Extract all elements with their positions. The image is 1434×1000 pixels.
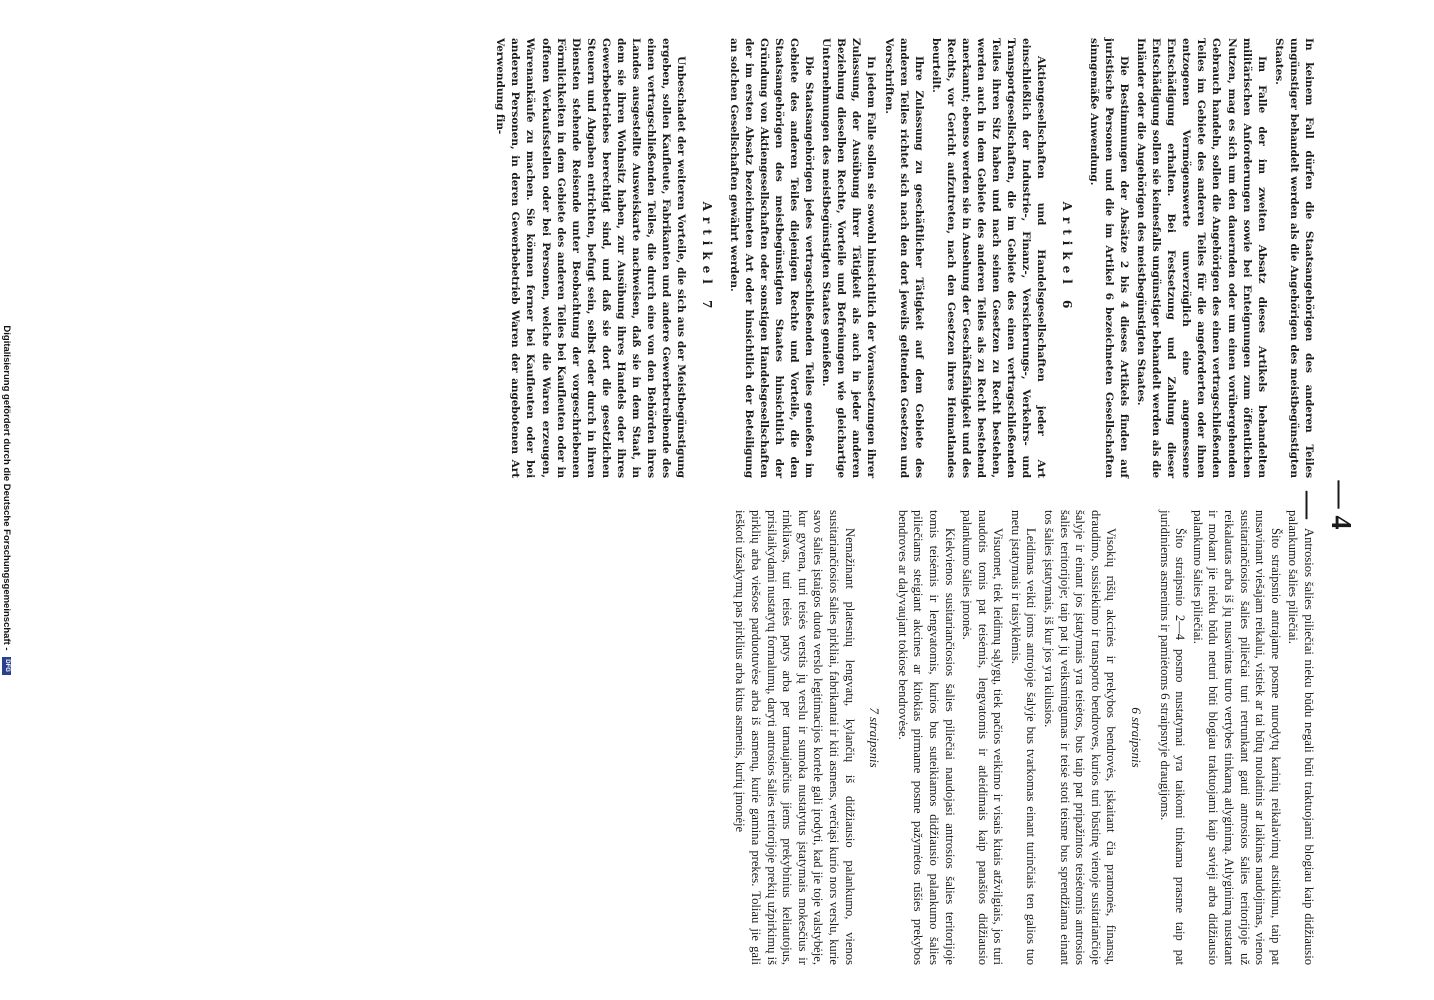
german-paragraph: Ihre Zulassung zu geschäftlicher Tätigkeit auf dem Gebiete des anderen Teiles richtet sich nach den dort jeweils geltenden Gesetzen und Vorschriften.: [882, 38, 925, 478]
german-paragraph: Die Staatsangehörigen jedes vertragschließenden Teiles genießen im Gebiete des anderen Teiles diejenigen Rechte und Vorteile, die den Staatsangehörigen des meistbegünstigten Staates hinsichtlich der Gründung von Aktiengesellschaften oder sonstigen Handelsgesellschaften der im ersten Absatz bezeichneten Art oder hinsichtlich der Beteiligung an solchen Gesellschaften gewährt werden.: [727, 38, 816, 478]
lithuanian-paragraph: Visokių rūšių akcinės ir prekybos bendrovės, įskaitant čia pramonės, finansų, draudimo, susisiekimo ir transporto bendroves, kurios turi būstinę vienoje susitariančioje šalyje ir einant jos įstatymais yra teisėtos, bus taip pat pripažintos teisėtomis antrosios šalies teritorijoje; taip pat jų veiksmingumas ir teisė stoti teisme bus sprendžiama einant tos šalies įstatymais, iš kur jos yra kilusios.: [1042, 510, 1119, 965]
lithuanian-column: [730, 510, 1316, 965]
lithuanian-paragraph: Visuomet, tiek leidimų sąlygų, tiek pačios veikimo ir visais kitais atžvilgiais, jos turi naudotis tomis pat teisėmis, lengvatomis ir atleidimais kaip panašios didžiausio palankumo šalies įmonės.: [960, 510, 1006, 965]
german-column: [490, 38, 1316, 478]
german-paragraph: Die Bestimmungen der Absätze 2 bis 4 dieses Artikels finden auf juristische Personen und die im Artikel 6 bezeichneten Gesellschaften sinngemäße Anwendung.: [1087, 38, 1130, 478]
german-article-6-heading: Artikel 6: [1059, 201, 1074, 315]
lithuanian-paragraph: Leidimas veikti joms antrojoje šalyje bus tvarkomas einant turinčiais ten galios tuo metu įstatymais ir taisyklėmis.: [1008, 510, 1039, 965]
lithuanian-paragraph: Šito straipsnio antrajame posme nurodytų karinių reikalavimų atsitikimu, taip pat nusavinant viešajam reikalui, vistiek ar tai būtų nuolatinis ar laikinas naudojimas, vienos susitariančiosios šalies piliečiai turi retrunkant gauti antrosios šalies teritorijoje už reikalautas arba iš jų nusavintas turto vertybes tinkamą atlyginimą. Atlyginimą nustatant ir mokant jie nieku būdu neturi būti blogiau traktuojami kaip savieji arba didžiausio palankumo šalies piliečiai.: [1190, 510, 1283, 965]
lithuanian-paragraph: Šito straipsnio 2—4 posmo nustatymai yra taikomi tinkama prasme taip pat juridiniems asmenims ir pamiėtoms 6 straipsnyje draugijoms.: [1157, 510, 1188, 965]
lithuanian-article-6-heading: 6 straipsnis: [1129, 707, 1145, 768]
german-article-7-heading: Artikel 7: [699, 201, 714, 315]
lithuanian-paragraph: Nemažinant platesnių lengvatų, kylančių iš didžiausio palankumo, vienos susitariančiosios šalies pirkliai, fabrikantai ir kiti asmens, verčiąsi kurio nors verslu, kurie savo šalies įstaigos duota verslo legitimacijos kortele gali įrodyti, kad jie toje valstybėje, kur gyvena, turi teisės verstis jų verslu ir sumoka nustatytus įstatymais mokesčius ir rinkliavas, turi teisės patys arba per tarnaujančius jiems prekybinius keliautojus, prisilaikydami nustatytų formalumų, daryti antrosios šalies teritorijoje prekių užpirkimų iš pirklių arba viešose parduotuvėse arba iš asmenų, kurie gamina prekes. Toliau jie gali ieškoti užsakymų pas pirklius arba kitus asmenis, kurių įmonėje: [733, 510, 857, 965]
german-paragraph: Im Falle der im zweiten Absatz dieses Artikels behandelten militärischen Anforderungen sowie bei Enteignungen zum öffentlichen Nutzen, mag es sich um den dauernden oder um einen vorübergehenden Gebrauch handeln, sollen die Angehörigen des einen vertragschließenden Teiles im Gebiete des anderen Teiles für die angeforderten oder ihnen entzogenen Vermögenswerte unverzüglich eine angemessene Entschädigung erhalten. Bei Festsetzung und Zahlung dieser Entschädigung sollen sie keinesfalls ungünstiger behandelt werden als die Inländer oder die Angehörigen des meistbegünstigten Staates.: [1134, 38, 1268, 478]
digitization-credit: [1, 0, 12, 1000]
page-number: — 4 —: [1293, 480, 1356, 530]
dfg-logo: DFG: [2, 657, 11, 675]
lithuanian-paragraph: Kiekvienos susitariančiosios šalies piliečiai naudojasi antrosios šalies teritorijoje tomis teisėmis ir lengvatomis, kurios bus suteikiamos didžiausio palankumo šalies piliečiams steigiant akcines ar kitokias pirmame posme pažymėtos rūšies prekybos bendroves ar dalyvaujant tokiose bendrovėse.: [895, 510, 957, 965]
lithuanian-paragraph: Antrosios šalies piliečiai nieku būdu negali būti traktuojami blogiau kaip didžiausio palankumo šalies piliečiai.: [1286, 510, 1316, 965]
german-paragraph: Unbeschadet der weiteren Vorteile, die sich aus der Meistbegünstigung ergeben, sollen Kaufleute, Fabrikanten und andere Gewerbetreibende des einen vertragschließenden Teiles, die durch eine von den Behörden ihres Landes ausgestellte Ausweiskarte nachweisen, daß sie in dem Staat, in dem sie ihren Wohnsitz haben, zur Ausübung ihres Handels oder ihres Gewerbebetriebes berechtigt sind, und daß sie dort die gesetzlichen Steuern und Abgaben entrichten, befugt sein, selbst oder durch in ihren Diensten stehende Reisende unter Beobachtung der vorgeschriebenen Förmlichkeiten in dem Gebiete des anderen Teiles bei Kaufleuten oder in offenen Verkaufsstellen oder bei Personen, welche die Waren erzeugen, Warenankäufe zu machen. Sie können ferner bei Kaufleuten oder bei anderen Personen, in deren Gewerbebetrieb Waren der angebotenen Art Verwendung fin-: [494, 38, 688, 478]
german-paragraph: In keinem Fall dürfen die Staatsangehörigen des anderen Teiles ungünstiger behandelt werden als die Angehörigen des meistbegünstigten Staates.: [1272, 38, 1315, 478]
german-paragraph: In jedem Falle sollen sie sowohl hinsichtlich der Voraussetzungen ihrer Zulassung, der Ausübung ihrer Tätigkeit als auch in jeder anderen Beziehung dieselben Rechte, Vorteile und Befreiungen wie gleichartige Unternehmungen des meistbegünstigten Staates genießen.: [820, 38, 878, 478]
german-paragraph: Aktiengesellschaften und Handelsgesellschaften jeder Art einschließlich der Industrie-, Finanz-, Versicherungs-, Verkehrs- und Transportgesellschaften, die im Gebiete des einen vertragschließenden Teiles ihren Sitz haben und nach seinen Gesetzen zu Recht bestehen, werden auch in dem Gebiete des anderen Teiles als zu Recht bestehend anerkannt; ebenso werden sie in Ansehung der Geschäftsfähigkeit und des Rechts, vor Gericht aufzutreten, nach den Gesetzen ihres Heimatlandes beurteilt.: [929, 38, 1048, 478]
lithuanian-article-7-heading: 7 straipsnis: [867, 707, 883, 768]
digitization-credit-text: Digitalisierung gefördert durch die Deutsche Forschungsgemeinschaft -: [1, 325, 12, 651]
